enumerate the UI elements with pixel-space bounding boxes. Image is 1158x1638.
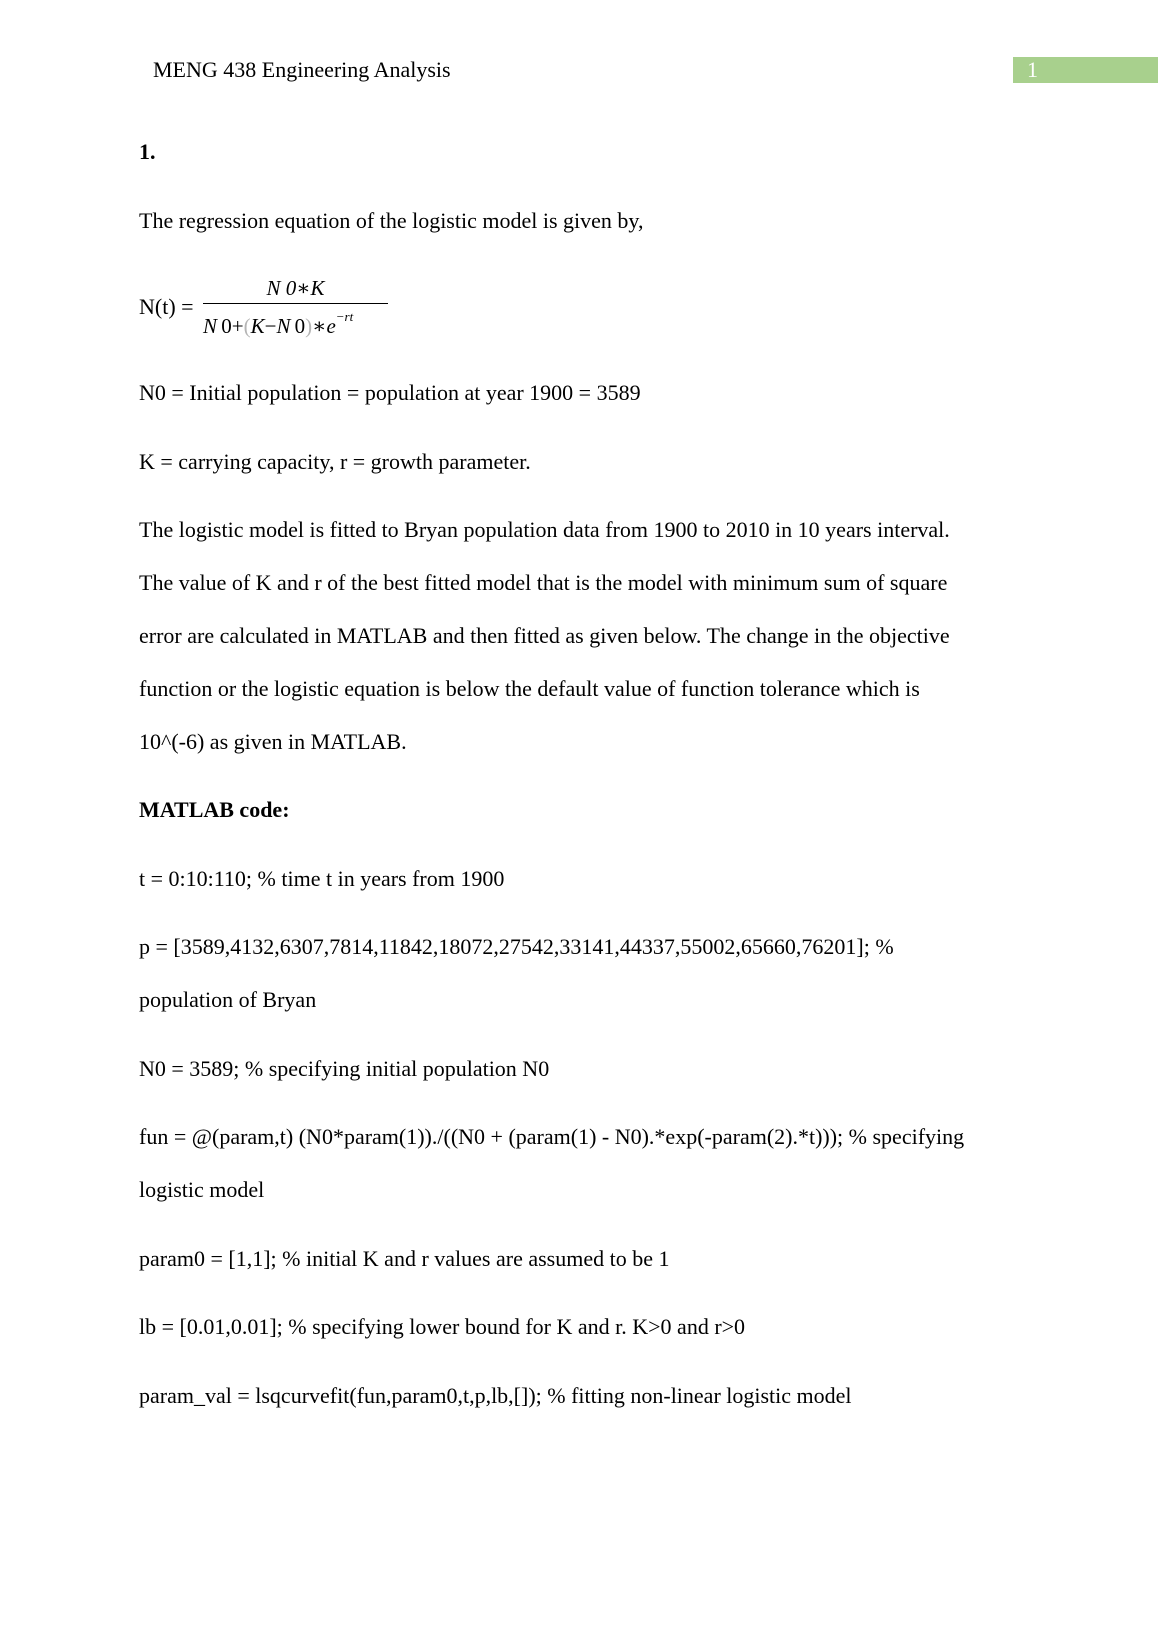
- fraction-bar: [203, 303, 388, 304]
- logistic-formula: [203, 270, 388, 340]
- paragraph-line: The value of K and r of the best fitted model that is the model with minimum sum of square: [139, 570, 948, 595]
- paragraph-line: 10^(-6) as given in MATLAB.: [139, 729, 407, 754]
- header-title: MENG 438 Engineering Analysis: [153, 57, 451, 82]
- den-plus: +: [231, 314, 244, 338]
- definition-k-r: K = carrying capacity, r = growth parameter.: [139, 449, 531, 474]
- code-line-fun-cont: logistic model: [139, 1177, 265, 1202]
- code-line-param-val: param_val = lsqcurvefit(fun,param0,t,p,lb,[]); % fitting non-linear logistic model: [139, 1383, 852, 1408]
- den-n0b-var: N: [276, 314, 291, 338]
- definition-n0: N0 = Initial population = population at year 1900 = 3589: [139, 380, 641, 405]
- den-n0-var: N: [203, 314, 218, 338]
- code-line-p: p = [3589,4132,6307,7814,11842,18072,27542,33141,44337,55002,65660,76201]; %: [139, 934, 894, 959]
- paragraph-line: error are calculated in MATLAB and then fitted as given below. The change in the objective: [139, 623, 950, 648]
- paragraph-line: function or the logistic equation is below the default value of function tolerance which is: [139, 676, 920, 701]
- formula-denominator: [203, 306, 353, 341]
- code-heading: MATLAB code:: [139, 797, 290, 822]
- page-number: 1: [1027, 57, 1038, 82]
- den-open-paren: (: [243, 314, 251, 338]
- den-n0-num: 0: [221, 314, 232, 338]
- code-line-param0: param0 = [1,1]; % initial K and r values are assumed to be 1: [139, 1246, 670, 1271]
- section-number: 1.: [139, 139, 156, 164]
- code-line-p-cont: population of Bryan: [139, 987, 317, 1012]
- paragraph-line: The logistic model is fitted to Bryan population data from 1900 to 2010 in 10 years interval.: [139, 517, 950, 542]
- intro-text: The regression equation of the logistic model is given by,: [139, 208, 644, 233]
- den-exponent: −rt: [335, 309, 354, 324]
- formula-lhs: N(t) =: [139, 294, 194, 319]
- den-n0b-num: 0: [294, 314, 306, 338]
- den-minus: −: [264, 314, 277, 338]
- code-line-fun: fun = @(param,t) (N0*param(1))./((N0 + (param(1) - N0).*exp(-param(2).*t))); % specifying: [139, 1124, 965, 1149]
- den-star: ∗: [312, 314, 327, 338]
- code-line-n0: N0 = 3589; % specifying initial population N0: [139, 1056, 550, 1081]
- den-k: K: [250, 314, 265, 338]
- den-close-paren: ): [305, 314, 313, 338]
- formula-numerator: N 0∗K: [266, 276, 325, 300]
- code-line-t: t = 0:10:110; % time t in years from 1900: [139, 866, 505, 891]
- den-e: e: [326, 314, 336, 338]
- code-line-lb: lb = [0.01,0.01]; % specifying lower bound for K and r. K>0 and r>0: [139, 1314, 746, 1339]
